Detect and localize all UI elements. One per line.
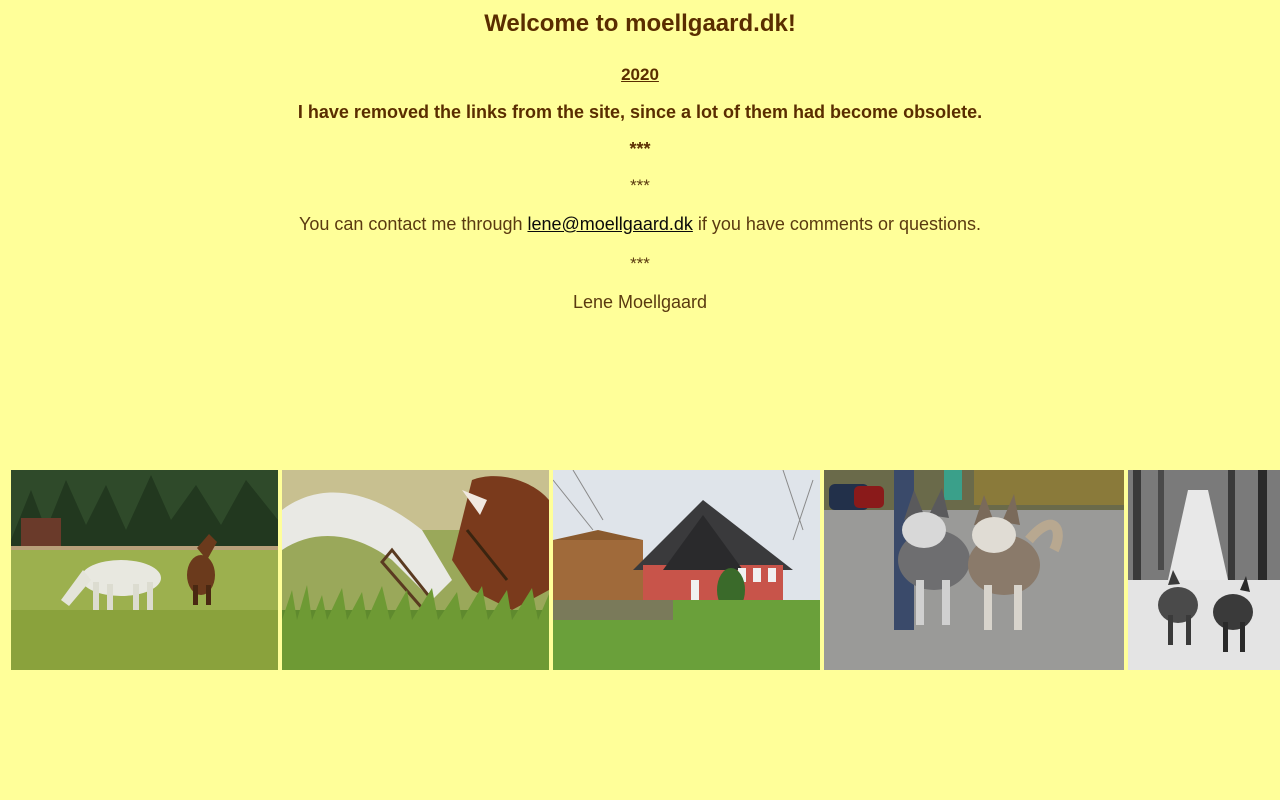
contact-text xyxy=(0,214,1280,235)
photo-red-house xyxy=(553,470,820,670)
photo-horses-grazing xyxy=(282,470,549,670)
year-heading: 2020 xyxy=(621,65,659,84)
contact-suffix: if you have comments or questions. xyxy=(692,214,981,234)
links-removed-notice: I have removed the links from the site, since a lot of them had become obsolete. xyxy=(297,102,983,122)
contact-prefix: You can contact me through xyxy=(298,214,528,234)
page-title: Welcome to moellgaard.dk! xyxy=(484,10,796,37)
photo-dogs-snow xyxy=(1128,470,1280,670)
photo-horses-pasture xyxy=(11,470,278,670)
separator-bold: *** xyxy=(629,139,651,159)
separator-contact: *** xyxy=(630,254,650,273)
signature: Lene Moellgaard xyxy=(572,292,708,312)
photo-akita-dogs xyxy=(824,470,1124,670)
email-link[interactable]: lene@moellgaard.dk xyxy=(527,214,693,234)
photo-gallery xyxy=(11,470,1280,670)
separator: *** xyxy=(630,176,650,195)
